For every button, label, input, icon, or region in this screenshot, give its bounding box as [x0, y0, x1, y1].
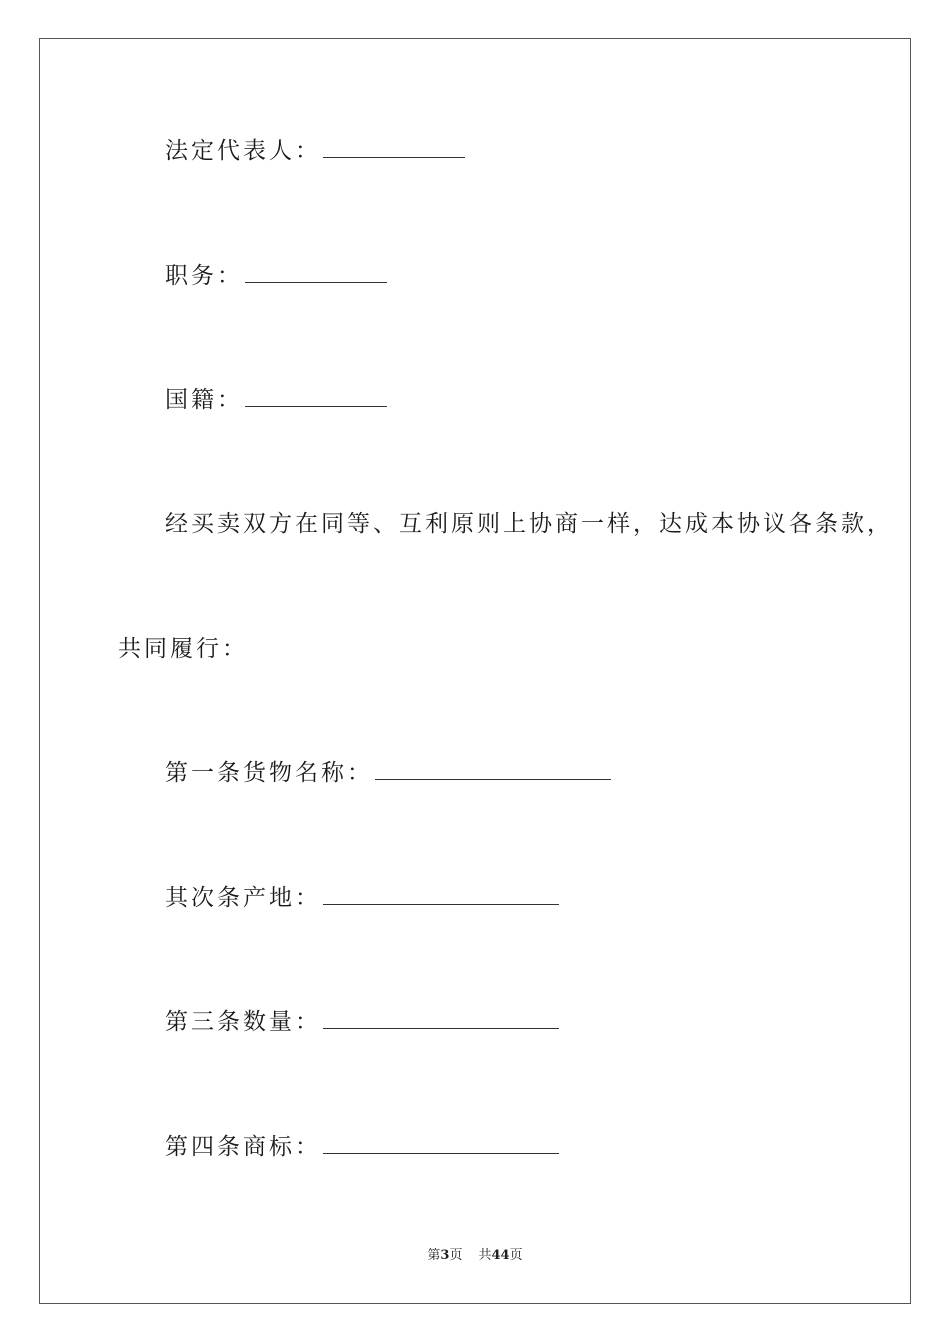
legal-rep-label: 法定代表人： [165, 138, 321, 164]
footer-page-word: 页 [449, 1248, 463, 1263]
nationality-blank [245, 386, 387, 407]
clause-quantity-blank [323, 1008, 559, 1029]
legal-rep-line [165, 136, 465, 166]
nationality-label: 国籍： [165, 387, 243, 413]
position-blank [245, 262, 387, 283]
clause-origin-blank [323, 884, 559, 905]
clause-goods-name-line [165, 758, 611, 788]
clause-quantity-label: 第三条数量： [165, 1009, 321, 1035]
clause-origin-label: 其次条产地： [165, 885, 321, 911]
footer-total-word: 页 [509, 1248, 523, 1263]
agreement-paragraph-line1 [165, 509, 893, 539]
nationality-line [165, 385, 387, 415]
clause-goods-name-blank [375, 759, 611, 780]
current-page-number: 3 [440, 1248, 450, 1263]
page-frame [39, 38, 911, 1304]
clause-trademark-blank [323, 1133, 559, 1154]
clause-goods-name-label: 第一条货物名称： [165, 760, 373, 786]
clause-origin-line [165, 883, 559, 913]
clause-trademark-label: 第四条商标： [165, 1134, 321, 1160]
agreement-text-1: 经买卖双方在同等、互利原则上协商一样，达成本协议各条款， [165, 511, 893, 537]
position-label: 职务： [165, 263, 243, 289]
position-line [165, 261, 387, 291]
legal-rep-blank [323, 137, 465, 158]
footer-total-prefix: 共 [478, 1248, 492, 1263]
agreement-paragraph-line2 [118, 634, 248, 664]
total-pages-number: 44 [491, 1248, 510, 1263]
clause-trademark-line [165, 1132, 559, 1162]
footer-prefix: 第 [427, 1248, 441, 1263]
page-footer [0, 1246, 950, 1266]
clause-quantity-line [165, 1007, 559, 1037]
agreement-text-2: 共同履行： [118, 636, 248, 662]
